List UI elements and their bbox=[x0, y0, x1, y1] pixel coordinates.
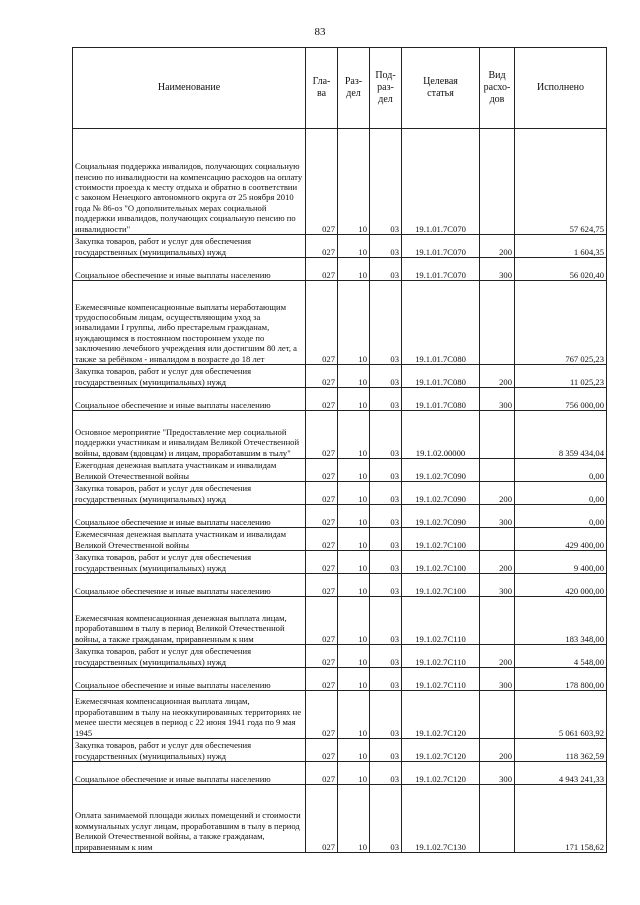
row-chapter: 027 bbox=[306, 388, 338, 411]
row-expense-type bbox=[480, 785, 515, 853]
row-target: 19.1.02.7С090 bbox=[402, 482, 480, 505]
row-name: Социальное обеспечение и иные выплаты населению bbox=[73, 762, 306, 785]
table-row bbox=[73, 762, 607, 785]
row-expense-type bbox=[480, 597, 515, 645]
row-subsection: 03 bbox=[370, 365, 402, 388]
table-row bbox=[73, 129, 607, 235]
header-chapter: Гла- ва bbox=[306, 48, 338, 129]
row-subsection: 03 bbox=[370, 411, 402, 459]
table-row bbox=[73, 365, 607, 388]
row-chapter: 027 bbox=[306, 258, 338, 281]
row-section: 10 bbox=[338, 505, 370, 528]
row-target: 19.1.02.7С110 bbox=[402, 645, 480, 668]
row-amount: 171 158,62 bbox=[515, 785, 607, 853]
header-expense-type: Вид расхо- дов bbox=[480, 48, 515, 129]
row-expense-type bbox=[480, 459, 515, 482]
row-chapter: 027 bbox=[306, 668, 338, 691]
header-subsection: Под- раз- дел bbox=[370, 48, 402, 129]
row-subsection: 03 bbox=[370, 739, 402, 762]
row-name: Социальное обеспечение и иные выплаты населению bbox=[73, 574, 306, 597]
table-body bbox=[73, 129, 607, 853]
row-section: 10 bbox=[338, 574, 370, 597]
row-section: 10 bbox=[338, 528, 370, 551]
row-expense-type bbox=[480, 528, 515, 551]
table-row bbox=[73, 482, 607, 505]
row-subsection: 03 bbox=[370, 129, 402, 235]
row-subsection: 03 bbox=[370, 785, 402, 853]
row-amount: 756 000,00 bbox=[515, 388, 607, 411]
row-name: Ежегодная денежная выплата участникам и инвалидам Великой Отечественной войны bbox=[73, 459, 306, 482]
row-target: 19.1.02.7С100 bbox=[402, 528, 480, 551]
row-chapter: 027 bbox=[306, 691, 338, 739]
row-section: 10 bbox=[338, 551, 370, 574]
row-target: 19.1.02.7С120 bbox=[402, 762, 480, 785]
row-expense-type: 200 bbox=[480, 551, 515, 574]
row-target: 19.1.02.00000 bbox=[402, 411, 480, 459]
row-subsection: 03 bbox=[370, 597, 402, 645]
row-name: Закупка товаров, работ и услуг для обеспечения государственных (муниципальных) нужд bbox=[73, 551, 306, 574]
table-row bbox=[73, 691, 607, 739]
row-target: 19.1.02.7С110 bbox=[402, 597, 480, 645]
row-chapter: 027 bbox=[306, 235, 338, 258]
row-amount: 767 025,23 bbox=[515, 281, 607, 365]
row-target: 19.1.02.7С100 bbox=[402, 551, 480, 574]
row-expense-type: 200 bbox=[480, 739, 515, 762]
row-subsection: 03 bbox=[370, 645, 402, 668]
row-expense-type: 300 bbox=[480, 505, 515, 528]
row-subsection: 03 bbox=[370, 668, 402, 691]
row-chapter: 027 bbox=[306, 574, 338, 597]
row-subsection: 03 bbox=[370, 459, 402, 482]
table-row bbox=[73, 528, 607, 551]
row-section: 10 bbox=[338, 258, 370, 281]
table-row bbox=[73, 668, 607, 691]
row-target: 19.1.02.7С090 bbox=[402, 505, 480, 528]
row-amount: 420 000,00 bbox=[515, 574, 607, 597]
row-amount: 0,00 bbox=[515, 482, 607, 505]
row-target: 19.1.02.7С100 bbox=[402, 574, 480, 597]
row-amount: 429 400,00 bbox=[515, 528, 607, 551]
row-name: Закупка товаров, работ и услуг для обеспечения государственных (муниципальных) нужд bbox=[73, 739, 306, 762]
row-section: 10 bbox=[338, 365, 370, 388]
header-executed: Исполнено bbox=[515, 48, 607, 129]
row-chapter: 027 bbox=[306, 551, 338, 574]
row-name: Закупка товаров, работ и услуг для обеспечения государственных (муниципальных) нужд bbox=[73, 365, 306, 388]
row-expense-type: 200 bbox=[480, 645, 515, 668]
row-expense-type bbox=[480, 691, 515, 739]
row-expense-type: 300 bbox=[480, 762, 515, 785]
row-expense-type bbox=[480, 129, 515, 235]
row-expense-type: 200 bbox=[480, 365, 515, 388]
row-chapter: 027 bbox=[306, 528, 338, 551]
table-row bbox=[73, 388, 607, 411]
budget-table bbox=[72, 47, 607, 853]
row-expense-type: 300 bbox=[480, 574, 515, 597]
row-chapter: 027 bbox=[306, 597, 338, 645]
table-row bbox=[73, 235, 607, 258]
row-chapter: 027 bbox=[306, 739, 338, 762]
row-subsection: 03 bbox=[370, 235, 402, 258]
row-chapter: 027 bbox=[306, 459, 338, 482]
row-subsection: 03 bbox=[370, 551, 402, 574]
row-target: 19.1.01.7С070 bbox=[402, 129, 480, 235]
header-name: Наименование bbox=[73, 48, 306, 129]
table-row bbox=[73, 597, 607, 645]
row-chapter: 027 bbox=[306, 482, 338, 505]
row-amount: 0,00 bbox=[515, 505, 607, 528]
row-section: 10 bbox=[338, 785, 370, 853]
row-section: 10 bbox=[338, 459, 370, 482]
row-amount: 11 025,23 bbox=[515, 365, 607, 388]
row-expense-type: 300 bbox=[480, 668, 515, 691]
row-chapter: 027 bbox=[306, 762, 338, 785]
page-number: 83 bbox=[314, 26, 326, 38]
row-name: Социальное обеспечение и иные выплаты населению bbox=[73, 258, 306, 281]
row-target: 19.1.02.7С120 bbox=[402, 739, 480, 762]
table-row bbox=[73, 574, 607, 597]
row-subsection: 03 bbox=[370, 574, 402, 597]
row-name: Закупка товаров, работ и услуг для обеспечения государственных (муниципальных) нужд bbox=[73, 482, 306, 505]
row-expense-type bbox=[480, 281, 515, 365]
row-section: 10 bbox=[338, 691, 370, 739]
row-target: 19.1.01.7С070 bbox=[402, 258, 480, 281]
row-name: Социальная поддержка инвалидов, получающих социальную пенсию по инвалидности на компенсацию расходов на оплату стоимости проезда к месту отдыха и обратно в соответствии с законом Ненецкого автономного округа от 25 ноября 2010 года № 86-оз "О дополнительных мерах социальной поддержки инвалидов, получающих социальную пенсию по инвалидности" bbox=[73, 129, 306, 235]
row-section: 10 bbox=[338, 129, 370, 235]
row-amount: 1 604,35 bbox=[515, 235, 607, 258]
row-subsection: 03 bbox=[370, 482, 402, 505]
row-target: 19.1.02.7С110 bbox=[402, 668, 480, 691]
row-chapter: 027 bbox=[306, 785, 338, 853]
row-name: Ежемесячная денежная выплата участникам и инвалидам Великой Отечественной войны bbox=[73, 528, 306, 551]
row-section: 10 bbox=[338, 762, 370, 785]
row-name: Социальное обеспечение и иные выплаты населению bbox=[73, 388, 306, 411]
table-header-row bbox=[73, 48, 607, 129]
table-row bbox=[73, 258, 607, 281]
row-amount: 4 943 241,33 bbox=[515, 762, 607, 785]
row-chapter: 027 bbox=[306, 281, 338, 365]
row-subsection: 03 bbox=[370, 762, 402, 785]
row-chapter: 027 bbox=[306, 505, 338, 528]
row-target: 19.1.02.7С120 bbox=[402, 691, 480, 739]
row-expense-type: 300 bbox=[480, 388, 515, 411]
row-section: 10 bbox=[338, 235, 370, 258]
row-name: Социальное обеспечение и иные выплаты населению bbox=[73, 668, 306, 691]
row-name: Ежемесячная компенсационная выплата лицам, проработавшим в тылу на неоккупированных территориях не менее шести месяцев в период с 22 июня 1941 года по 9 мая 1945 bbox=[73, 691, 306, 739]
header-section: Раз- дел bbox=[338, 48, 370, 129]
table-row bbox=[73, 505, 607, 528]
table-row bbox=[73, 785, 607, 853]
row-amount: 183 348,00 bbox=[515, 597, 607, 645]
row-amount: 4 548,00 bbox=[515, 645, 607, 668]
row-chapter: 027 bbox=[306, 411, 338, 459]
row-amount: 8 359 434,04 bbox=[515, 411, 607, 459]
row-name: Ежемесячные компенсационные выплаты неработающим трудоспособным лицам, осуществляющим уход за инвалидами I группы, либо престарелым гражданам, нуждающимся в постоянном постороннем уходе по заключению лечебного учреждения или достигшим 80 лет, а также за ребёнком - инвалидом в возрасте до 18 лет bbox=[73, 281, 306, 365]
row-amount: 5 061 603,92 bbox=[515, 691, 607, 739]
row-chapter: 027 bbox=[306, 129, 338, 235]
row-name: Оплата занимаемой площади жилых помещений и стоимости коммунальных услуг лицам, проработавшим в тылу в период Великой Отечественной войны, а также гражданам, приравненным к ним bbox=[73, 785, 306, 853]
row-subsection: 03 bbox=[370, 388, 402, 411]
row-section: 10 bbox=[338, 645, 370, 668]
row-target: 19.1.01.7С080 bbox=[402, 388, 480, 411]
row-section: 10 bbox=[338, 281, 370, 365]
table-row bbox=[73, 281, 607, 365]
row-chapter: 027 bbox=[306, 365, 338, 388]
header-target: Целевая статья bbox=[402, 48, 480, 129]
row-subsection: 03 bbox=[370, 505, 402, 528]
row-name: Основное мероприятие "Предоставление мер социальной поддержки участникам и инвалидам Великой Отечественной войны, вдовам (вдовцам) и лицам, проработавшим в тылу" bbox=[73, 411, 306, 459]
table-row bbox=[73, 739, 607, 762]
table-row bbox=[73, 645, 607, 668]
row-section: 10 bbox=[338, 597, 370, 645]
row-section: 10 bbox=[338, 388, 370, 411]
row-amount: 9 400,00 bbox=[515, 551, 607, 574]
row-target: 19.1.01.7С080 bbox=[402, 365, 480, 388]
row-expense-type: 300 bbox=[480, 258, 515, 281]
row-target: 19.1.02.7С090 bbox=[402, 459, 480, 482]
row-name: Ежемесячная компенсационная денежная выплата лицам, проработавшим в тылу в период Великой Отечественной войны, а также гражданам, приравненным к ним bbox=[73, 597, 306, 645]
row-expense-type: 200 bbox=[480, 235, 515, 258]
row-amount: 0,00 bbox=[515, 459, 607, 482]
row-amount: 178 800,00 bbox=[515, 668, 607, 691]
row-expense-type: 200 bbox=[480, 482, 515, 505]
row-section: 10 bbox=[338, 482, 370, 505]
row-chapter: 027 bbox=[306, 645, 338, 668]
table-row bbox=[73, 411, 607, 459]
row-name: Закупка товаров, работ и услуг для обеспечения государственных (муниципальных) нужд bbox=[73, 235, 306, 258]
row-target: 19.1.02.7С130 bbox=[402, 785, 480, 853]
row-amount: 57 624,75 bbox=[515, 129, 607, 235]
row-name: Закупка товаров, работ и услуг для обеспечения государственных (муниципальных) нужд bbox=[73, 645, 306, 668]
row-expense-type bbox=[480, 411, 515, 459]
row-target: 19.1.01.7С070 bbox=[402, 235, 480, 258]
row-name: Социальное обеспечение и иные выплаты населению bbox=[73, 505, 306, 528]
row-section: 10 bbox=[338, 668, 370, 691]
row-subsection: 03 bbox=[370, 528, 402, 551]
row-section: 10 bbox=[338, 411, 370, 459]
row-amount: 56 020,40 bbox=[515, 258, 607, 281]
row-section: 10 bbox=[338, 739, 370, 762]
row-subsection: 03 bbox=[370, 691, 402, 739]
row-amount: 118 362,59 bbox=[515, 739, 607, 762]
table-row bbox=[73, 459, 607, 482]
table-row bbox=[73, 551, 607, 574]
row-subsection: 03 bbox=[370, 258, 402, 281]
row-target: 19.1.01.7С080 bbox=[402, 281, 480, 365]
row-subsection: 03 bbox=[370, 281, 402, 365]
